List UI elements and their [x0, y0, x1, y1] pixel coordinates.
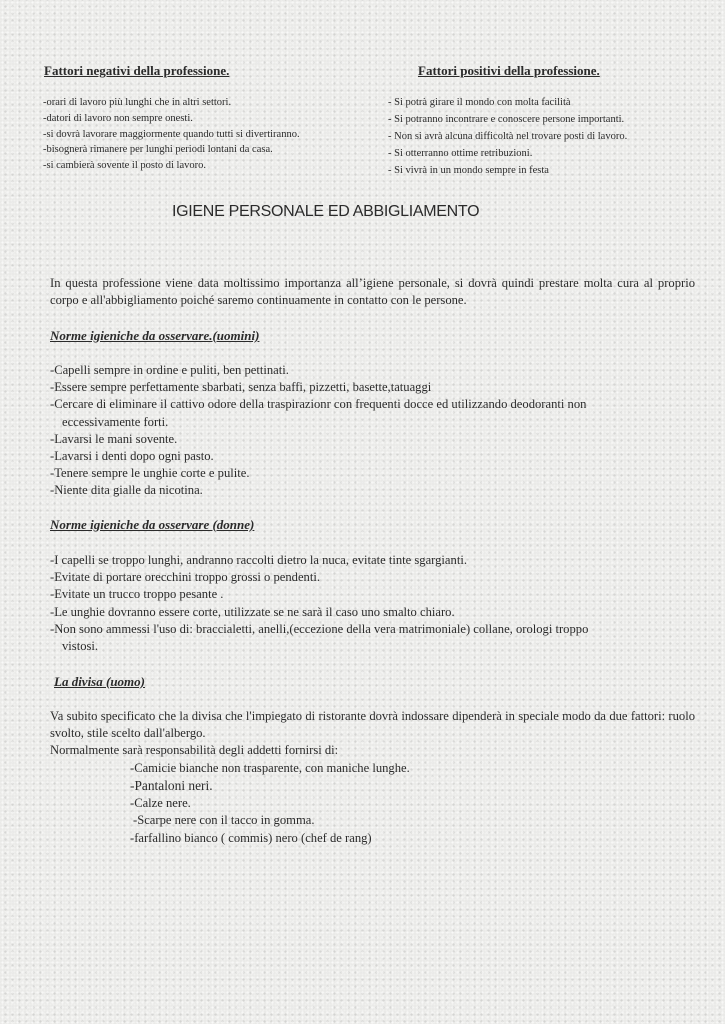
list-item: - Si potrà girare il mondo con molta facilità	[388, 97, 571, 108]
negative-factors-list	[43, 95, 300, 174]
list-item-continuation: eccessivamente forti.	[62, 414, 169, 429]
uniform-paragraph: Va subito specificato che la divisa che l'impiegato di ristorante dovrà indossare dipenderà in speciale modo da due fattori: ruolo svolto, stile scelto dall'albergo.	[50, 709, 695, 740]
section-title: IGIENE PERSONALE ED ABBIGLIAMENTO	[172, 203, 480, 220]
list-item: - Si vivrà in un mondo sempre in festa	[388, 165, 549, 176]
women-norms-heading: Norme igieniche da osservare (donne)	[50, 517, 255, 532]
list-item: -Le unghie dovranno essere corte, utilizzate se ne sarà il caso uno smalto chiaro.	[50, 604, 455, 619]
list-item: -Cercare di eliminare il cattivo odore della traspirazionr con frequenti docce ed utilizzando deodoranti non	[50, 397, 587, 412]
list-item: - Si potranno incontrare e conoscere persone importanti.	[388, 114, 625, 125]
list-item: -si dovrà lavorare maggiormente quando tutti si divertiranno.	[43, 128, 300, 140]
uniform-heading: La divisa (uomo)	[54, 674, 145, 689]
uniform-lead: Normalmente sarà responsabilità degli addetti fornirsi di:	[50, 743, 339, 757]
list-item: -Evitate di portare orecchini troppo grossi o pendenti.	[50, 570, 320, 585]
list-item: -bisognerà rimanere per lunghi periodi lontani da casa.	[43, 144, 273, 156]
women-norms-list	[50, 552, 710, 655]
list-item: -Camicie bianche non trasparente, con maniche lunghe.	[130, 761, 410, 775]
list-item: -Scarpe nere con il tacco in gomma.	[133, 813, 315, 828]
uniform-items-list	[130, 760, 410, 847]
list-item: -Calze nere.	[130, 795, 191, 810]
list-item: -Niente dita gialle da nicotina.	[50, 483, 203, 498]
list-item: -Tenere sempre le unghie corte e pulite.	[50, 466, 250, 481]
list-item: -Non sono ammessi l'uso di: braccialetti, anelli,(eccezione della vera matrimoniale) collane, orologi troppo	[50, 621, 589, 636]
list-item: -Evitate un trucco troppo pesante .	[50, 587, 224, 602]
intro-paragraph: In questa professione viene data moltissimo importanza all’igiene personale, si dovrà quindi prestare molta cura al proprio corpo e all'abbigliamento poiché saremo continuamente in contatto con le persone.	[50, 276, 695, 307]
list-item: -Lavarsi i denti dopo ogni pasto.	[50, 449, 214, 464]
list-item: -si cambierà sovente il posto di lavoro.	[43, 160, 207, 172]
list-item: -Essere sempre perfettamente sbarbati, senza baffi, pizzetti, basette,tatuaggi	[50, 380, 432, 395]
list-item: -farfallino bianco ( commis) nero (chef de rang)	[130, 830, 372, 845]
list-item: -Pantaloni neri.	[130, 778, 213, 794]
list-item: -orari di lavoro più lunghi che in altri settori.	[43, 97, 232, 108]
list-item: -Capelli sempre in ordine e puliti, ben pettinati.	[50, 363, 289, 377]
list-item: -I capelli se troppo lunghi, andranno raccolti dietro la nuca, evitate tinte sgargianti.	[50, 553, 467, 567]
positive-factors-list	[388, 94, 627, 179]
list-item: -datori di lavoro non sempre onesti.	[43, 112, 193, 124]
list-item: - Non si avrà alcuna difficoltà nel trovare posti di lavoro.	[388, 131, 628, 142]
negative-factors-heading: Fattori negativi della professione.	[44, 63, 230, 78]
list-item: -Lavarsi le mani sovente.	[50, 431, 178, 446]
men-norms-list	[50, 362, 710, 500]
positive-factors-heading: Fattori positivi della professione.	[418, 63, 600, 78]
men-norms-heading: Norme igieniche da osservare.(uomini)	[50, 328, 260, 343]
list-item-continuation: vistosi.	[62, 639, 99, 654]
list-item: - Si otterranno ottime retribuzioni.	[388, 148, 533, 159]
